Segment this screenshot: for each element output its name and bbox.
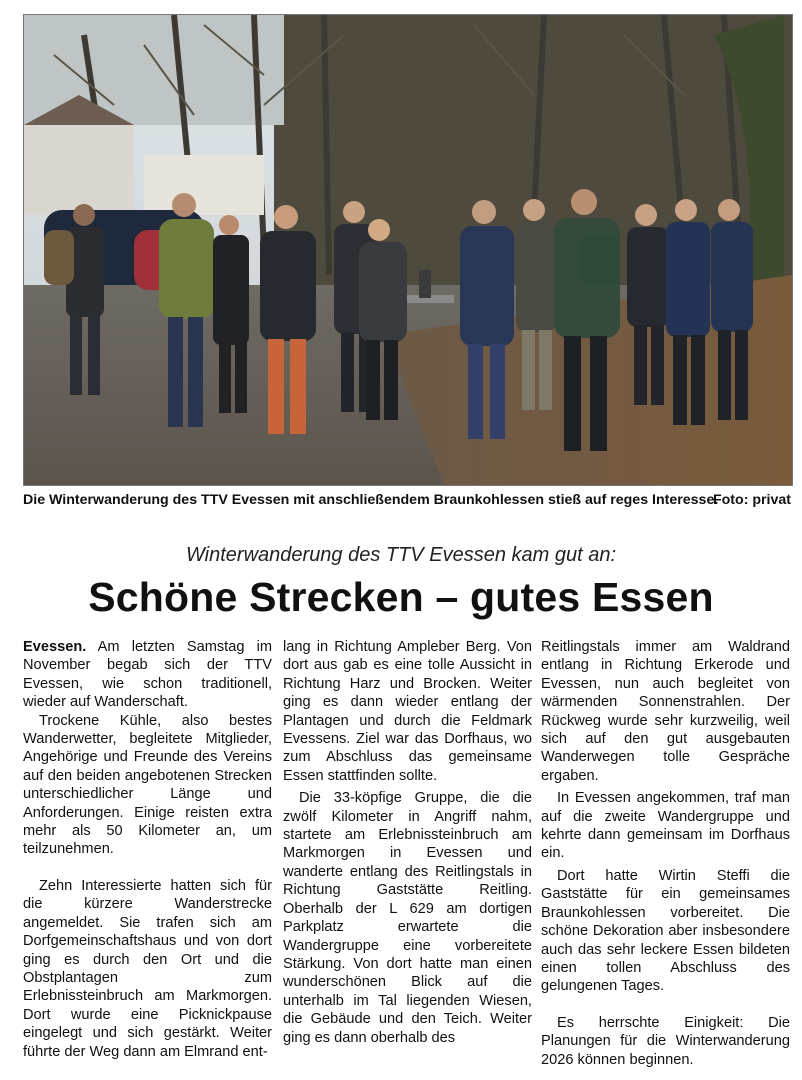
paragraph-5: In Evessen angekommen, traf man auf die zweite Wandergruppe und kehrte dann gemeinsam im Dorfhaus ein. — [541, 790, 790, 862]
paragraph-7: Es herrschte Einigkeit: Die Planungen für die Winterwanderung 2026 können beginnen. — [541, 1014, 790, 1068]
article-column-2 — [283, 638, 532, 1047]
caption-text: Die Winterwanderung des TTV Evessen mit anschließendem Braunkohlessen stieß auf reges Interesse. — [23, 492, 719, 508]
photo-credit: Foto: privat — [712, 492, 791, 508]
article-headline: Schöne Strecken – gutes Essen — [88, 574, 714, 620]
paragraph-1 — [23, 638, 272, 712]
paragraph-1-text: Am letzten Samstag im November begab sich der TTV Evessen, wie schon traditionell, wieder auf Wanderschaft. — [23, 639, 273, 711]
article-column-1 — [23, 638, 272, 1061]
article-column-3 — [541, 638, 790, 1069]
paragraph-4-start: Die 33-köpfige Gruppe, die die zwölf Kilometer in Angriff nahm, startete am Erlebnissteinbruch am Markmorgen in Evessen und wanderte entlang des Reitlingstals in Richtung Gaststätte Reitling. Oberhalb der L 629 am dortigen Parkplatz erwartete die Wandergruppe eine vorbereitete Stärkung. Von dort hatte man einen wunderschönen Blick auf die unterhalb im Tal liegenden Wiesen, die Gebäude und den Teich. Weiter ging es dann oberhalb des — [283, 790, 532, 1046]
paragraph-6: Dort hatte Wirtin Steffi die Gaststätte für ein gemeinsames Braunkohlessen vorbereitet. Die schöne Dekoration aber insbesondere auch das sehr leckere Essen bildeten einen tollen Abschluss des gelungenen Tages. — [541, 867, 790, 995]
paragraph-2: Trockene Kühle, also bestes Wanderwetter, begleitete Mitglieder, Angehörige und Freunde des Vereins auf den beiden angebotenen Strecken unterschiedlicher Länge und Anforderungen. Einige reisten extra mehr als 50 Kilometer an, um teilzunehmen. — [23, 712, 272, 858]
dateline: Evessen. — [23, 639, 87, 655]
article-photo — [23, 14, 793, 486]
photo-caption — [23, 491, 791, 509]
paragraph-3-cont: lang in Richtung Ampleber Berg. Von dort aus gab es eine tolle Aussicht in Richtung Harz und Brocken. Weiter ging es dann wieder entlang der Plantagen und durch die Feldmark Evessens. Ziel war das Dorfhaus, wo zum Abschluss das gemeinsame Essen stattfinden sollte. — [283, 639, 532, 784]
paragraph-4-cont: Reitlingstals immer am Waldrand entlang in Richtung Erkerode und Evessen, nun auch begleitet von wärmenden Sonnenstrahlen. Der Rückweg wurde sehr kurzweilig, weil sich auf den gut ausgebauten Wanderwegen tolle Gespräche ergaben. — [541, 639, 790, 784]
hikers-photo-illustration — [24, 15, 792, 485]
article-kicker: Winterwanderung des TTV Evessen kam gut an: — [185, 544, 617, 566]
paragraph-3-start: Zehn Interessierte hatten sich für die kürzere Wanderstrecke angemeldet. Sie trafen sich am Dorfgemeinschaftshaus und von dort ging es durch den Ort und die Obstplantagen zum Erlebnissteinbruch am Markmorgen. Dort wurde eine Picknickpause eingelegt und sich gestärkt. Weiter führte der Weg dann am Elmrand ent- — [23, 877, 272, 1060]
